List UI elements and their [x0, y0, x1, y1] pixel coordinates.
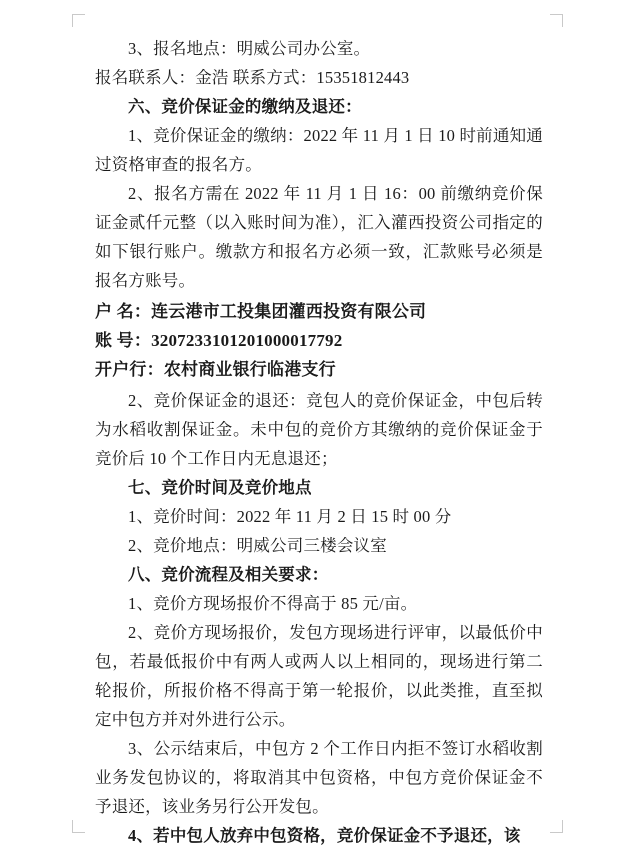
- bank-branch-label: 开户行：: [95, 360, 164, 379]
- paragraph-abandon-qualification: 4、若中包人放弃中包资格，竞价保证金不予退还，该: [128, 826, 521, 845]
- paragraph-deposit-refund: 2、竞价保证金的退还：竞包人的竞价保证金，中包后转为水稻收割保证金。未中包的竞价方其缴纳的竞价保证金于竞价后 10 个工作日内无息退还；: [95, 391, 543, 468]
- heading-section-six: 六、竞价保证金的缴纳及退还：: [128, 97, 362, 116]
- heading-section-eight: 八、竞价流程及相关要求：: [128, 565, 329, 584]
- bank-account-name-line: [95, 297, 543, 326]
- paragraph-registration-place: 3、报名地点：明威公司办公室。: [128, 39, 371, 58]
- paragraph-deposit-amount: 2、报名方需在 2022 年 11 月 1 日 16：00 前缴纳竞价保证金贰仟元整（以入账时间为准），汇入灌西投资公司指定的如下银行账户。缴款方和报名方必须一致，汇款账号必须是报名方账号。: [95, 184, 543, 290]
- heading-section-seven: 七、竞价时间及竞价地点: [128, 478, 312, 497]
- paragraph-registration-contact: 报名联系人：金浩 联系方式：15351812443: [95, 68, 410, 87]
- bank-account-name-value: 连云港市工投集团灌西投资有限公司: [151, 302, 427, 321]
- bank-account-block: [95, 297, 543, 384]
- crop-mark-top-right: [550, 14, 563, 27]
- paragraph-bidding-time: 1、竞价时间：2022 年 11 月 2 日 15 时 00 分: [128, 507, 452, 526]
- bank-branch-line: [95, 355, 543, 384]
- document-text-body: [95, 34, 543, 850]
- bank-account-number-label: 账 号：: [95, 331, 152, 350]
- crop-mark-bottom-right: [550, 820, 563, 833]
- crop-mark-bottom-left: [72, 820, 85, 833]
- paragraph-publicity-result: 3、公示结束后，中包方 2 个工作日内拒不签订水稻收割业务发包协议的，将取消其中包资格，中包方竞价保证金不予退还，该业务另行公开发包。: [95, 739, 543, 816]
- bank-account-number-value: 3207233101201000017792: [151, 331, 343, 350]
- bank-account-number-line: [95, 326, 543, 355]
- paragraph-price-cap: 1、竞价方现场报价不得高于 85 元/亩。: [128, 594, 418, 613]
- bank-account-name-label: 户 名：: [95, 302, 152, 321]
- paragraph-bidding-place: 2、竞价地点：明威公司三楼会议室: [128, 536, 387, 555]
- bank-branch-value: 农村商业银行临港支行: [163, 360, 336, 379]
- crop-mark-top-left: [72, 14, 85, 27]
- paragraph-deposit-payment-notice: 1、竞价保证金的缴纳：2022 年 11 月 1 日 10 时前通知通过资格审查的报名方。: [95, 126, 543, 174]
- paragraph-bidding-process: 2、竞价方现场报价，发包方现场进行评审，以最低价中包，若最低报价中有两人或两人以上相同的，现场进行第二轮报价，所报价格不得高于第一轮报价，以此类推，直至拟定中包方并对外进行公示。: [95, 623, 543, 729]
